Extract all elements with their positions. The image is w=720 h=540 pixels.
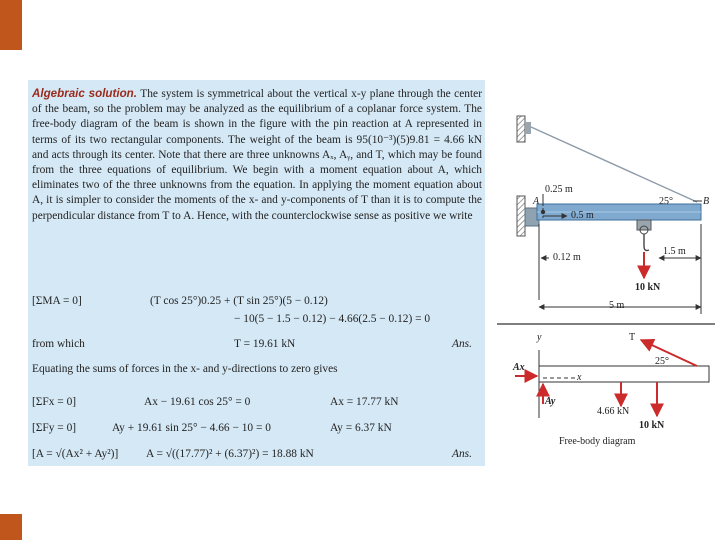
- fbd-x-label: x: [577, 372, 582, 383]
- lower-wall-support: [517, 196, 525, 236]
- dim-05-label: 0.5 m: [571, 210, 594, 221]
- dim-15-label: 1.5 m: [663, 246, 686, 257]
- upper-wall-support: [517, 116, 525, 142]
- load-label: 10 kN: [635, 282, 661, 293]
- resultant-label: [A = √(Ax² + Ay²)]: [32, 448, 119, 460]
- answer-marker-tension: Ans.: [452, 338, 472, 350]
- point-b-label: B: [703, 196, 710, 207]
- point-a-label: A: [533, 196, 540, 207]
- solution-text: The system is symmetrical about the vertical x-y plane through the center of the beam, so the problem may be analyzed as the equilibrium of a coplanar force system. The free-body diagram of the beam is shown in the figure with the pin reaction at A represented in terms of its two rectangular components. The weight of the beam is 95(10⁻³)(5)9.81 = 4.66 kN and acts through its center. Note that there are three unknowns Aₓ, Aᵧ, and T, which may be found from the three equations of equilibrium. We begin with a moment equation about A, which eliminates two of the three unknowns from the equation. In applying the moment equation about A, it is simpler to consider the moments of the x- and y-components of T than it is to compute the perpendicular distance from T to A. Hence, with the counterclockwise sense as positive we write: [32, 88, 483, 222]
- fbd-y-label: y: [537, 332, 542, 343]
- upper-bracket: [525, 122, 531, 134]
- fx-equation-label: [ΣFx = 0]: [32, 396, 77, 408]
- from-which-text: from which: [32, 338, 85, 350]
- cable-angle-label: 25°: [659, 196, 673, 207]
- fx-result: Ax = 17.77 kN: [330, 396, 399, 408]
- dim-012-label: 0.12 m: [553, 252, 581, 263]
- fx-equation: Ax − 19.61 cos 25° = 0: [144, 396, 251, 408]
- bottom-accent-bar: [0, 514, 22, 540]
- dim-025-label: 0.25 m: [545, 184, 573, 195]
- moment-equation-line-1: (T cos 25°)0.25 + (T sin 25°)(5 − 0.12): [150, 295, 328, 307]
- fbd-beam: [539, 366, 709, 382]
- fbd-weight-label: 4.66 kN: [597, 406, 630, 417]
- resultant-equation: A = √((17.77)² + (6.37)²) = 18.88 kN: [146, 448, 314, 460]
- fbd-tension-arrow: [641, 340, 697, 366]
- equating-text: Equating the sums of forces in the x- and y-directions to zero gives: [32, 363, 338, 375]
- fy-equation-label: [ΣFy = 0]: [32, 422, 77, 434]
- beam-figure: [497, 100, 720, 460]
- solution-panel: [28, 80, 485, 466]
- answer-marker-resultant: Ans.: [452, 448, 472, 460]
- fbd-ax-label: Ax: [513, 362, 525, 373]
- fbd-load-label: 10 kN: [639, 420, 665, 431]
- fbd-tension-label: T: [629, 332, 636, 343]
- top-accent-bar: [0, 0, 22, 50]
- moment-equation-label: [ΣMA = 0]: [32, 295, 82, 307]
- solution-heading: Algebraic solution.: [32, 87, 137, 100]
- span-label: 5 m: [609, 300, 625, 311]
- fbd-angle-label: 25°: [655, 356, 669, 367]
- hoist-trolley: [637, 220, 651, 230]
- moment-equation-line-2: − 10(5 − 1.5 − 0.12) − 4.66(2.5 − 0.12) = 0: [234, 313, 431, 325]
- fbd-caption: Free-body diagram: [559, 436, 636, 447]
- solution-paragraph: [32, 86, 482, 224]
- fbd-ay-label: Ay: [545, 396, 556, 407]
- tension-result: T = 19.61 kN: [234, 338, 296, 350]
- fy-equation: Ay + 19.61 sin 25° − 4.66 − 10 = 0: [112, 422, 271, 434]
- hoist-hook: [644, 234, 649, 251]
- fy-result: Ay = 6.37 kN: [330, 422, 392, 434]
